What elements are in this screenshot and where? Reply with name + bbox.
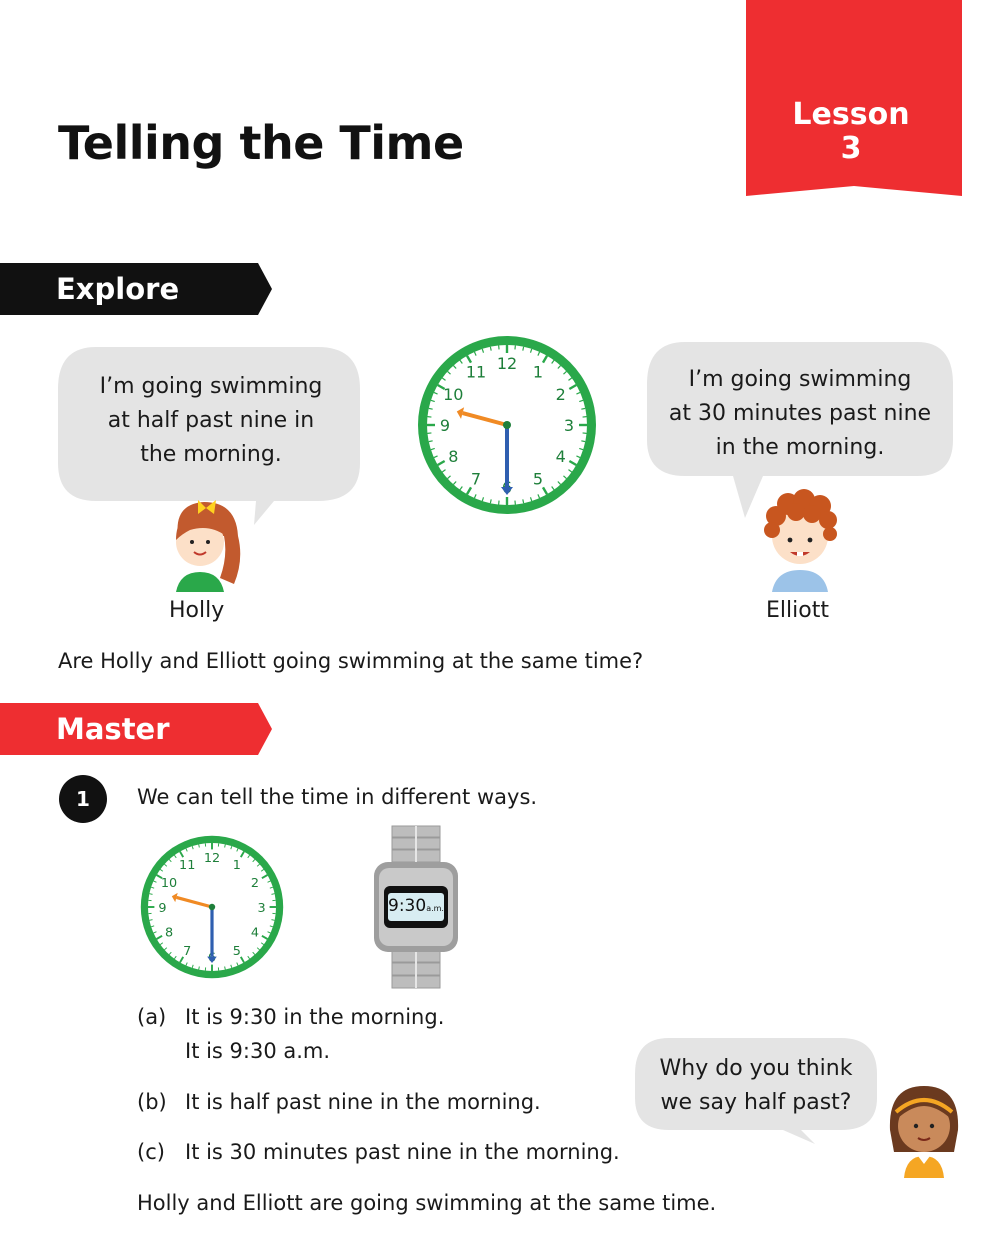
clock-numeral: 11 [179, 857, 196, 873]
clock-numeral: 1 [232, 857, 241, 873]
holly-avatar [160, 496, 250, 592]
clock-numeral: 12 [203, 851, 221, 867]
lesson-badge [746, 98, 956, 166]
clock-numeral: 3 [257, 900, 266, 916]
master-heading: Master [56, 712, 170, 746]
item-a-line-2: It is 9:30 a.m. [185, 1039, 331, 1063]
digital-watch-display [388, 896, 444, 916]
page-title: Telling the Time [58, 116, 464, 170]
elliott-avatar [752, 486, 848, 592]
clock-center [503, 421, 511, 429]
clock-tick [199, 844, 200, 847]
tip-line-2: we say half past? [660, 1090, 852, 1115]
holly-speech-text [66, 370, 356, 472]
master-intro: We can tell the time in different ways. [137, 785, 538, 809]
item-a-label: (a) [137, 1005, 167, 1029]
clock-numeral: 8 [164, 925, 174, 941]
clock-tick [523, 499, 524, 503]
clock-numeral: 7 [470, 469, 482, 489]
digital-suffix: a.m. [426, 904, 444, 913]
step-number-badge: 1 [59, 775, 107, 823]
lesson-number: 3 [840, 131, 862, 166]
analog-clock-master [136, 831, 288, 983]
master-conclusion: Holly and Elliott are going swimming at the same time. [137, 1191, 717, 1215]
analog-clock-explore [412, 330, 602, 520]
tip-speech-text [638, 1052, 874, 1120]
clock-face [141, 836, 283, 978]
elliott-line-2: at 30 minutes past nine [668, 401, 932, 426]
holly-line-3: the morning. [140, 442, 282, 467]
item-c-label: (c) [137, 1140, 165, 1164]
clock-numeral: 11 [465, 362, 487, 382]
clock-numeral: 5 [532, 469, 544, 489]
explore-heading: Explore [56, 272, 180, 306]
clock-tick [225, 966, 226, 969]
clock-numeral: 4 [250, 925, 260, 941]
clock-tick [581, 408, 585, 409]
clock-face [418, 336, 596, 514]
elliott-name: Elliott [766, 598, 829, 623]
digital-time: 9:30 [388, 896, 427, 916]
clock-tick [429, 441, 433, 442]
item-b-text: It is half past nine in the morning. [185, 1090, 541, 1114]
clock-numeral: 3 [563, 416, 575, 435]
clock-numeral: 9 [158, 900, 167, 916]
clock-tick [490, 347, 491, 351]
item-a-line-1: It is 9:30 in the morning. [185, 1005, 445, 1029]
item-c-text: It is 30 minutes past nine in the morning. [185, 1140, 620, 1164]
holly-line-1: I’m going swimming [99, 374, 323, 399]
clock-numeral: 12 [496, 354, 518, 373]
clock-numeral: 2 [555, 385, 566, 404]
clock-tick [523, 347, 524, 351]
clock-numeral: 5 [232, 943, 241, 959]
clock-tick [149, 894, 152, 895]
clock-center [209, 904, 215, 910]
elliott-line-3: in the morning. [715, 435, 885, 460]
clock-numeral: 7 [183, 943, 192, 959]
clock-numeral: 10 [443, 385, 464, 404]
clock-tick [581, 441, 585, 442]
item-b-label: (b) [137, 1090, 167, 1114]
helper-girl-avatar [884, 1082, 964, 1178]
holly-line-2: at half past nine in [107, 408, 315, 433]
explore-question: Are Holly and Elliott going swimming at the same time? [58, 649, 644, 673]
clock-tick [271, 920, 274, 921]
clock-numeral: 9 [439, 416, 451, 435]
clock-tick [199, 966, 200, 969]
clock-tick [225, 844, 226, 847]
clock-numeral: 10 [160, 876, 178, 891]
clock-tick [429, 408, 433, 409]
holly-name: Holly [169, 598, 225, 623]
lesson-label: Lesson [792, 97, 910, 132]
elliott-speech-text [650, 363, 950, 465]
clock-numeral: 1 [532, 362, 544, 382]
clock-numeral: 8 [448, 447, 459, 466]
elliott-line-1: I’m going swimming [688, 367, 912, 392]
clock-tick [271, 894, 274, 895]
clock-numeral: 2 [250, 876, 260, 891]
clock-tick [490, 499, 491, 503]
clock-tick [149, 920, 152, 921]
clock-numeral: 4 [555, 447, 566, 466]
tip-line-1: Why do you think [659, 1056, 853, 1081]
